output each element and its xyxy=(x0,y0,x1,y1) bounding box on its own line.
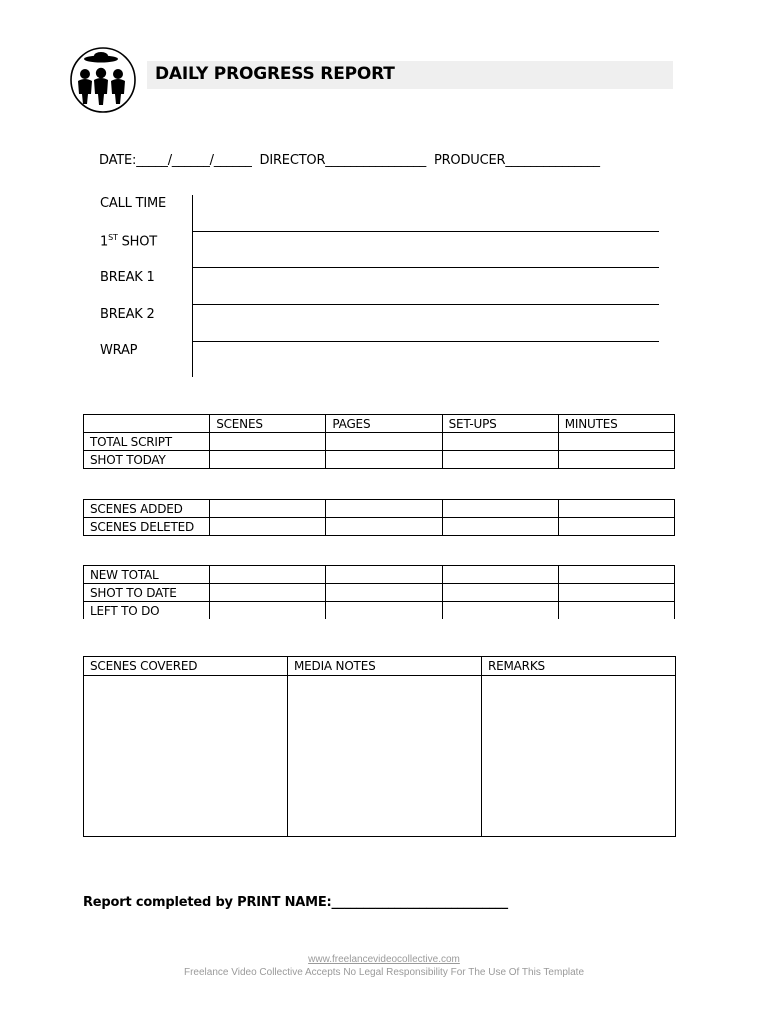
table-header-cell: SCENES xyxy=(210,415,326,433)
table-header-cell: PAGES xyxy=(326,415,442,433)
row-label: TOTAL SCRIPT xyxy=(84,433,210,451)
break-2-label: BREAK 2 xyxy=(100,307,155,322)
table-cell[interactable] xyxy=(558,433,674,451)
footer-url-link[interactable]: www.freelancevideocollective.com xyxy=(308,954,460,965)
table-cell[interactable] xyxy=(210,433,326,451)
table-header-cell: SET-UPS xyxy=(442,415,558,433)
footer-disclaimer: Freelance Video Collective Accepts No Legal Responsibility For The Use Of This Template xyxy=(183,967,584,978)
table-cell[interactable] xyxy=(442,602,558,620)
row-label: SHOT TO DATE xyxy=(84,584,210,602)
report-completed-by-line: Report completed by PRINT NAME:____________________________ xyxy=(83,895,508,910)
table-row xyxy=(84,676,676,837)
date-director-producer-line: DATE:_____/______/______ DIRECTOR________________ PRODUCER_______________ xyxy=(99,153,600,168)
table-row xyxy=(84,500,675,518)
table-cell[interactable] xyxy=(210,584,326,602)
table-row xyxy=(84,451,675,469)
table-row xyxy=(84,433,675,451)
table-row xyxy=(84,602,675,620)
call-time-label: CALL TIME xyxy=(100,196,166,211)
table-header-cell: MINUTES xyxy=(558,415,674,433)
remarks-header: REMARKS xyxy=(482,657,676,676)
row-label: SHOT TODAY xyxy=(84,451,210,469)
table-cell[interactable] xyxy=(558,451,674,469)
table-cell[interactable] xyxy=(210,566,326,584)
table-header-cell xyxy=(84,415,210,433)
table-cell[interactable] xyxy=(326,566,442,584)
row-label: LEFT TO DO xyxy=(84,602,210,620)
media-notes-header: MEDIA NOTES xyxy=(288,657,482,676)
table-cell[interactable] xyxy=(442,500,558,518)
totals-table xyxy=(83,565,675,619)
table-cell[interactable] xyxy=(210,451,326,469)
table-header-row xyxy=(84,657,676,676)
table-cell[interactable] xyxy=(210,500,326,518)
table-cell[interactable] xyxy=(442,433,558,451)
three-figures-ufo-icon xyxy=(68,46,138,114)
page-title: DAILY PROGRESS REPORT xyxy=(155,64,395,84)
table-cell[interactable] xyxy=(558,566,674,584)
table-cell[interactable] xyxy=(210,602,326,620)
table-cell[interactable] xyxy=(442,518,558,536)
table-cell[interactable] xyxy=(558,500,674,518)
row-label: NEW TOTAL xyxy=(84,566,210,584)
table-cell[interactable] xyxy=(326,602,442,620)
timeline-row-line xyxy=(193,231,659,232)
scenes-covered-box[interactable] xyxy=(84,676,288,837)
first-shot-label: 1ST SHOT xyxy=(100,233,157,250)
row-label: SCENES DELETED xyxy=(84,518,210,536)
title-bar xyxy=(147,61,673,89)
table-cell[interactable] xyxy=(326,433,442,451)
table-cell[interactable] xyxy=(442,451,558,469)
table-cell[interactable] xyxy=(326,451,442,469)
table-row xyxy=(84,518,675,536)
table-cell[interactable] xyxy=(558,584,674,602)
scenes-covered-header: SCENES COVERED xyxy=(84,657,288,676)
table-cell[interactable] xyxy=(558,602,674,620)
media-notes-box[interactable] xyxy=(288,676,482,837)
table-cell[interactable] xyxy=(558,518,674,536)
wrap-label: WRAP xyxy=(100,343,138,358)
notes-table xyxy=(83,656,676,837)
break-1-label: BREAK 1 xyxy=(100,270,155,285)
table-cell[interactable] xyxy=(210,518,326,536)
table-cell[interactable] xyxy=(326,584,442,602)
table-cell[interactable] xyxy=(442,584,558,602)
table-cell[interactable] xyxy=(442,566,558,584)
remarks-box[interactable] xyxy=(482,676,676,837)
table-cell[interactable] xyxy=(326,500,442,518)
progress-table xyxy=(83,414,675,469)
table-row xyxy=(84,584,675,602)
logo xyxy=(68,46,138,114)
row-label: SCENES ADDED xyxy=(84,500,210,518)
timeline-row-line xyxy=(193,341,659,342)
table-cell[interactable] xyxy=(326,518,442,536)
table-header-row xyxy=(84,415,675,433)
table-row xyxy=(84,566,675,584)
timeline-divider xyxy=(192,195,193,377)
timeline-row-line xyxy=(193,304,659,305)
timeline-row-line xyxy=(193,267,659,268)
scene-changes-table xyxy=(83,499,675,536)
